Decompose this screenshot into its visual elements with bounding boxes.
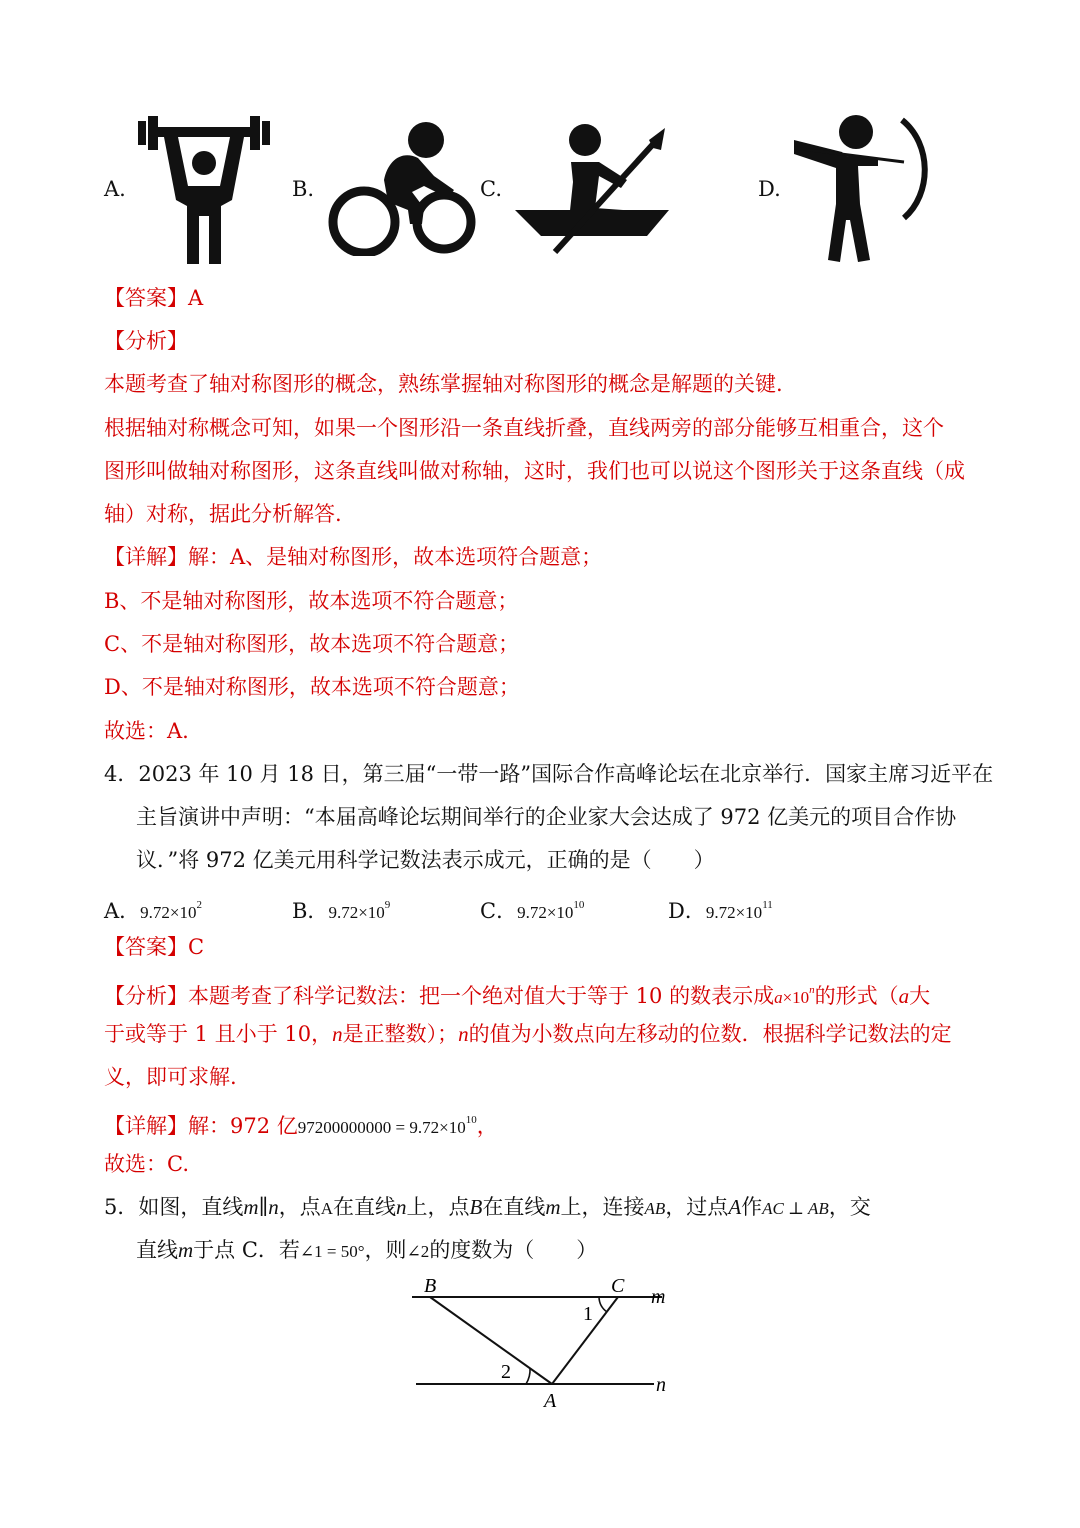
stem-text: ，过点 [665,1195,729,1219]
stem-text: 在直线 [333,1195,397,1219]
option-label: C． [480,899,518,923]
label-c: C [611,1275,625,1297]
option-c-label: C. [480,177,502,201]
answer-value: A [188,286,204,310]
option-exponent: 10 [573,899,585,911]
segment-ab: AB [644,1199,666,1218]
point-a: A [728,1195,742,1219]
parallel-symbol: ∥ [258,1195,269,1219]
weightlifter-icon [138,112,270,266]
option-exponent: 2 [196,899,203,911]
stem-text: ，则 [364,1238,407,1262]
stem-text: 的度数为（ ） [429,1238,598,1262]
answer-value: C [188,935,205,959]
q3-answer [104,283,203,313]
q3-analysis-line: 根据轴对称概念可知，如果一个图形沿一条直线折叠，直线两旁的部分能够互相重合，这个 [104,416,944,440]
point-a: A [320,1199,334,1218]
option-b-label: B. [292,177,315,201]
q4-analysis-line2 [104,1019,952,1049]
point-b: B [469,1195,483,1219]
analysis-tag: 【分析】 [104,984,188,1008]
q4-option-b[interactable] [292,890,390,928]
detail-text: ， [476,1114,498,1138]
option-label: B． [292,899,329,923]
var-n: n [268,1195,279,1219]
stem-text: 在直线 [482,1195,546,1219]
detail-tag: 【详解】 [104,1114,188,1138]
q3-analysis-line: 本题考查了轴对称图形的概念，熟练掌握轴对称图形的概念是解题的关键. [104,372,783,396]
detail-text: 解：972 亿 [188,1114,298,1138]
var-m: m [243,1195,259,1219]
analysis-text: 本题考查了科学记数法：把一个绝对值大于等于 10 的数表示成 [188,984,775,1008]
formula-exponent: n [809,984,815,996]
option-label: A． [104,899,141,923]
label-m: m [651,1286,666,1308]
q4-stem-line: 议．”将 972 亿美元用科学记数法表示成元，正确的是（ ） [136,848,715,872]
q5-stem-line1 [104,1192,871,1224]
label-angle-1: 1 [583,1303,593,1325]
var-n: n [396,1195,407,1219]
var-m: m [178,1238,194,1262]
stem-text: 直线 [136,1238,178,1262]
q3-choice: 故选：A. [104,719,189,743]
cyclist-icon [326,120,478,256]
stem-text: 上，点 [406,1195,470,1219]
var-a: a [898,984,910,1008]
q5-stem-line2 [136,1235,597,1267]
q4-stem-line: 4．2023 年 10 月 18 日，第三届“一带一路”国际合作高峰论坛在北京举行．国家主席习近平在 [104,762,994,786]
q3-detail-line: C、不是轴对称图形，故本选项不符合题意； [104,632,520,656]
q3-analysis-tag: 【分析】 [104,329,188,353]
stem-text: 于点 C．若 [193,1238,300,1262]
option-value: 9.72×10 [517,903,574,922]
answer-tag: 【答案】 [104,935,188,959]
q3-analysis-line: 轴）对称，据此分析解答. [104,502,342,526]
option-a-label: A. [104,177,126,201]
q3-analysis-line: 图形叫做轴对称图形，这条直线叫做对称轴，这时，我们也可以说这个图形关于这条直线（成 [104,459,965,483]
q3-detail-line: B、不是轴对称图形，故本选项不符合题意； [104,589,519,613]
label-angle-2: 2 [501,1361,511,1383]
stem-text: 上，连接 [560,1195,645,1219]
stem-text: 5．如图，直线 [104,1195,244,1219]
q4-detail [104,1105,498,1143]
analysis-text: 的形式（ [814,984,899,1008]
formula-times-ten: ×10 [782,988,810,1007]
q4-stem-line: 主旨演讲中声明：“本届高峰论坛期间举行的企业家大会达成了 972 亿美元的项目合作协 [136,805,957,829]
var-n: n [458,1022,469,1046]
option-exponent: 9 [384,899,391,911]
detail-tag: 【详解】 [104,545,188,569]
option-value: 9.72×10 [705,903,763,922]
option-label: D． [668,899,706,923]
parallel-lines-figure [400,1270,690,1415]
q4-option-d[interactable] [668,890,773,928]
detail-equation: 97200000000 = 9.72×10 [297,1118,466,1137]
kayaker-icon [515,122,671,254]
angle-1-arc [599,1297,607,1312]
q3-detail-line: D、不是轴对称图形，故本选项不符合题意； [104,675,520,699]
analysis-text: 的值为小数点向左移动的位数．根据科学记数法的定 [468,1022,952,1046]
option-value: 9.72×10 [328,903,385,922]
angle-2-expression: ∠2 [406,1242,430,1261]
option-exponent: 11 [762,899,773,911]
option-value: 9.72×10 [140,903,197,922]
q4-option-c[interactable] [480,890,584,928]
angle-2-arc [526,1368,530,1384]
answer-tag: 【答案】 [104,286,188,310]
formula-a: a [774,988,783,1007]
archer-icon [794,114,928,264]
label-b: B [424,1275,437,1297]
stem-text: 作 [741,1195,763,1219]
q4-analysis-line1 [104,975,930,1013]
stem-text: ，点 [278,1195,321,1219]
var-n: n [332,1022,343,1046]
analysis-text: 于或等于 1 且小于 10， [104,1022,333,1046]
segment-ab [430,1297,552,1384]
q3-detail [104,542,602,572]
q4-analysis-line3: 义，即可求解. [104,1065,237,1089]
q4-choice: 故选：C. [104,1152,189,1176]
q4-option-a[interactable] [104,890,202,928]
option-d-label: D. [758,177,781,201]
angle-1-expression: ∠1 = 50° [299,1242,365,1261]
analysis-text: 是正整数）； [342,1022,459,1046]
detail-text: 解：A、是轴对称图形，故本选项符合题意； [188,545,603,569]
perpendicular-expression: AC ⊥ AB [762,1199,829,1218]
stem-text: ，交 [828,1195,871,1219]
q4-answer [104,932,204,962]
label-n: n [656,1374,666,1396]
label-a: A [544,1390,557,1412]
detail-exponent: 10 [465,1114,477,1126]
var-m: m [545,1195,561,1219]
analysis-text: 大 [909,984,931,1008]
